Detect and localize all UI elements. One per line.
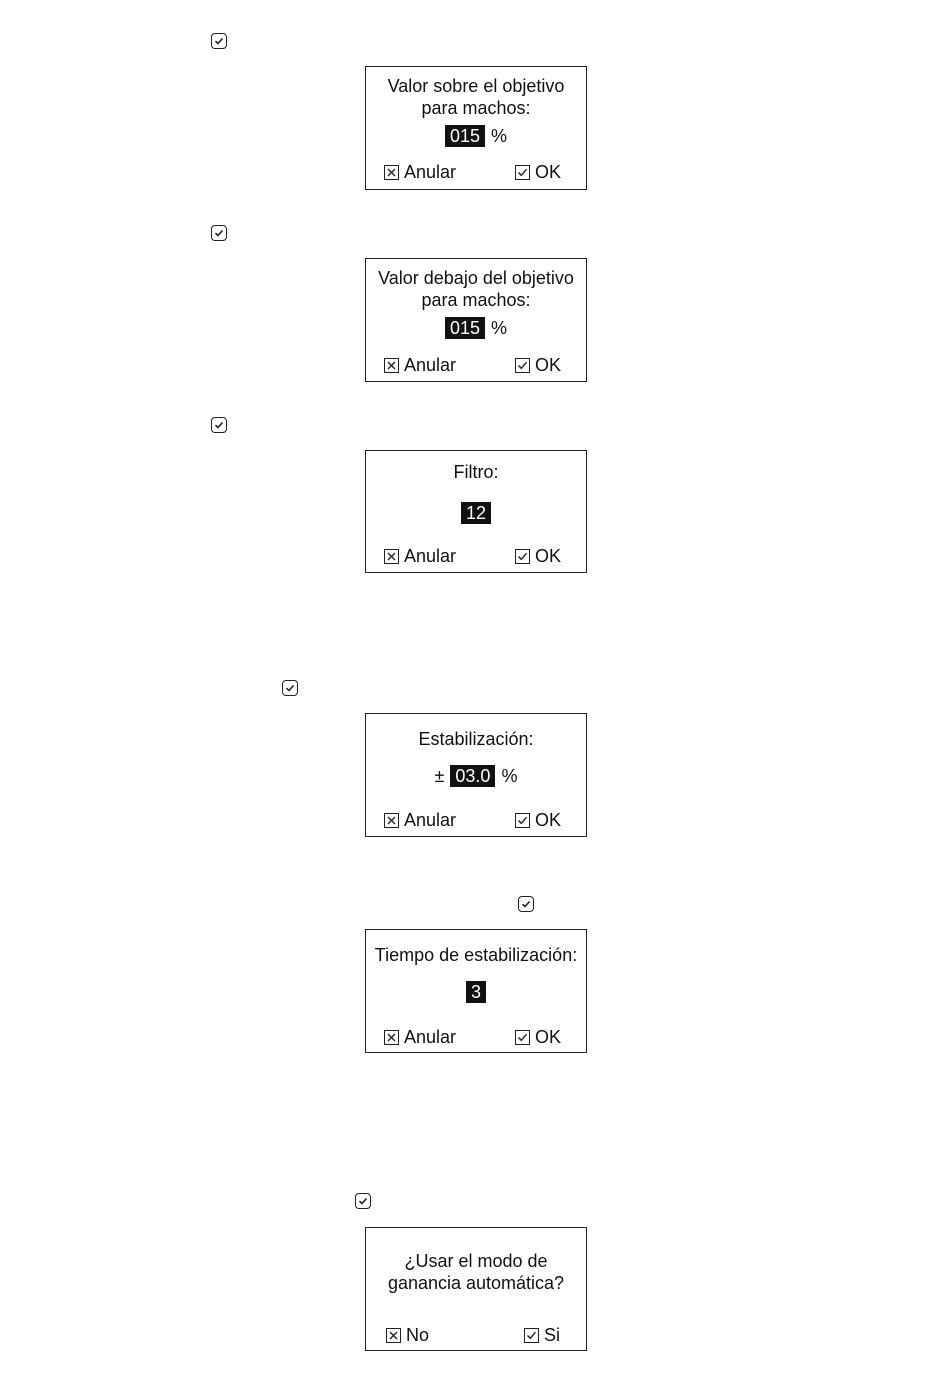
ok-key-icon	[282, 680, 298, 696]
value-row	[366, 125, 586, 147]
cancel-label: Anular	[404, 162, 457, 182]
value-row	[366, 317, 586, 339]
unit-label: %	[491, 126, 508, 146]
cancel-label: Anular	[404, 1027, 457, 1047]
check-box-icon	[515, 165, 530, 180]
ok-label: OK	[535, 546, 562, 566]
value-row	[366, 765, 586, 787]
screen-filter	[365, 450, 587, 573]
ok-button[interactable]	[515, 810, 561, 830]
screen-auto-gain	[365, 1227, 587, 1351]
check-box-icon	[515, 358, 530, 373]
screen-title-line1: Valor sobre el objetivo	[387, 76, 565, 96]
ok-key-icon	[518, 896, 534, 912]
ok-label: OK	[535, 1027, 562, 1047]
value-field[interactable]: 015	[445, 125, 485, 147]
x-box-icon	[384, 358, 399, 373]
value-field[interactable]: 015	[445, 317, 485, 339]
x-box-icon	[384, 549, 399, 564]
cancel-button[interactable]	[384, 810, 456, 830]
x-box-icon	[384, 1030, 399, 1045]
check-box-icon	[515, 813, 530, 828]
ok-label: OK	[535, 162, 562, 182]
cancel-label: Anular	[404, 810, 457, 830]
no-label: No	[406, 1325, 430, 1345]
screen-title: Tiempo de estabilización:	[374, 945, 578, 965]
screen-below-target	[365, 258, 587, 382]
unit-label: %	[491, 318, 508, 338]
screen-title-line1: Valor debajo del objetivo	[378, 268, 574, 288]
screen-above-target	[365, 66, 587, 190]
value-field[interactable]: 03.0	[450, 765, 495, 787]
check-box-icon	[515, 549, 530, 564]
check-box-icon	[524, 1328, 539, 1343]
check-box-icon	[515, 1030, 530, 1045]
yes-button[interactable]	[524, 1325, 560, 1345]
ok-key-icon	[211, 33, 227, 49]
ok-button[interactable]	[515, 355, 561, 375]
value-row	[366, 981, 586, 1003]
unit-label: %	[501, 766, 518, 786]
cancel-button[interactable]	[384, 1027, 456, 1047]
ok-key-icon	[355, 1193, 371, 1209]
screen-stabilization	[365, 713, 587, 837]
screen-title-line2: para machos:	[421, 98, 531, 118]
ok-key-icon	[211, 417, 227, 433]
ok-label: OK	[535, 355, 562, 375]
ok-button[interactable]	[515, 162, 561, 182]
cancel-label: Anular	[404, 546, 457, 566]
ok-label: OK	[535, 810, 562, 830]
ok-button[interactable]	[515, 1027, 561, 1047]
screen-title-line2: para machos:	[421, 290, 531, 310]
screen-title-line2: ganancia automática?	[387, 1273, 565, 1293]
cancel-label: Anular	[404, 355, 457, 375]
yes-label: Si	[544, 1325, 561, 1345]
x-box-icon	[384, 813, 399, 828]
ok-key-icon	[211, 225, 227, 241]
screen-title: Filtro:	[453, 462, 499, 482]
cancel-button[interactable]	[384, 355, 456, 375]
plus-minus-sign: ±	[434, 766, 445, 786]
screen-title-line1: ¿Usar el modo de	[404, 1251, 548, 1271]
x-box-icon	[386, 1328, 401, 1343]
screen-title: Estabilización:	[418, 729, 534, 749]
ok-button[interactable]	[515, 546, 561, 566]
cancel-button[interactable]	[384, 162, 456, 182]
screen-stabilization-time	[365, 929, 587, 1053]
cancel-button[interactable]	[384, 546, 456, 566]
value-field[interactable]: 12	[461, 502, 491, 524]
value-row	[366, 502, 586, 524]
value-field[interactable]: 3	[466, 981, 486, 1003]
x-box-icon	[384, 165, 399, 180]
no-button[interactable]	[386, 1325, 429, 1345]
